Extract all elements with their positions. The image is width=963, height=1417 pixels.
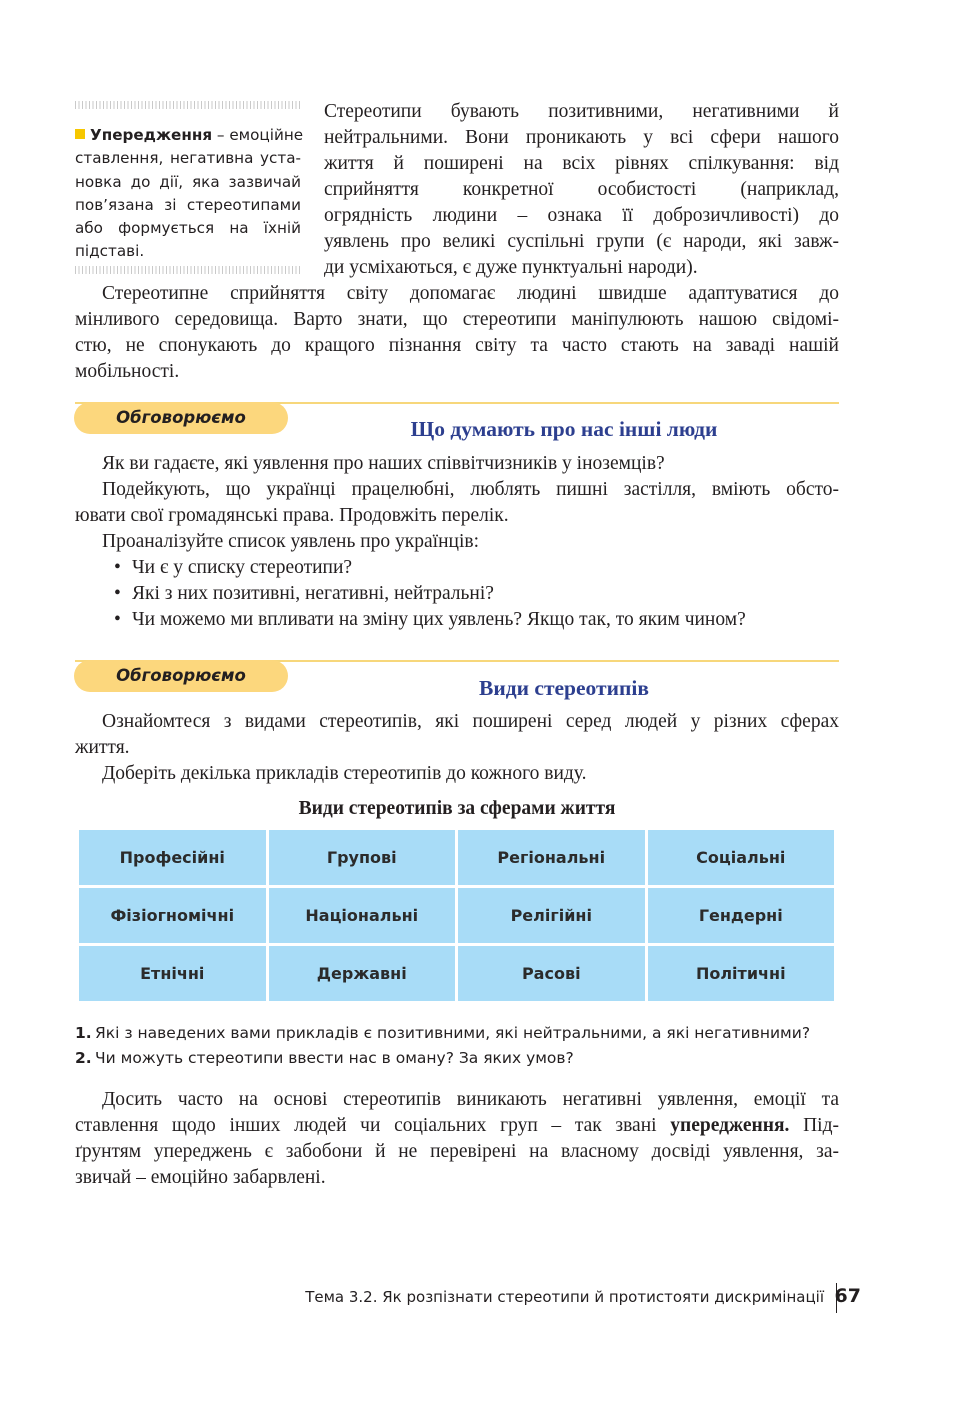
stereotype-perception-paragraph: Стереотипне сприйняття світу допомагає людині швидше адаптуватися до мінливого середовища. Варто знати, що стереотипи маніпулюють нашою свідомі- стю, не спонукають до кращого пізнання світу та часто стають на заваді нашій мобільності.: [75, 283, 839, 382]
yellow-square-icon: [75, 129, 85, 139]
definition-sidebar: Упередження – емоційне ставлення, негативна уста- новка до дії, яка зазвичай пов’язана зі стереотипами або формується на їхній підставі.: [75, 126, 304, 261]
table-cell: Групові: [269, 830, 456, 885]
table-cell: Гендерні: [648, 888, 835, 943]
intro-paragraph: Стереотипи бувають позитивними, негативними й нейтральними. Вони проникають у всі сфери нашого життя й поширені на всіх рівнях спілкування: від сприйняття конкретної особистості (наприклад, огрядність людини – ознака її доброзичливості) до уявлень про великі суспільні групи (є народи, які завж- ди усміхаються, є дуже пунктуальні народи).: [324, 101, 839, 278]
table-cell: Державні: [269, 946, 456, 1001]
list-item: 1. Які з наведених вами прикладів є позитивними, які нейтральними, а які негативними?: [75, 1024, 811, 1042]
table-cell: Політичні: [648, 946, 835, 1001]
footer-topic: Тема 3.2. Як розпізнати стереотипи й протистояти дискримінації: [305, 1288, 824, 1306]
section2-text: Ознайомтеся з видами стереотипів, які поширені серед людей у різних сферах життя. Доберіть декілька прикладів стереотипів до кожного виду.: [75, 711, 839, 784]
table-cell: Професійні: [79, 830, 266, 885]
prejudice-paragraph: Досить часто на основі стереотипів виникають негативні уявлення, емоції та ставлення щодо інших людей чи соціальних груп – так звані упередження. Під- ґрунтям упереджень є забобони й не перевірені на власному досвіді уявлення, за- звичай – емоційно забарвлені.: [75, 1089, 840, 1188]
prejudice-term: упередження.: [670, 1115, 790, 1136]
table-cell: Фізіогномічні: [79, 888, 266, 943]
section1-text: Як ви гадаєте, які уявлення про наших співвітчизників у іноземців? Подейкують, що українці працелюбні, люблять пишні застілля, вміють обсто- ювати свої громадянські права. Продовжіть перелік. Проаналізуйте список уявлень про українців:: [75, 453, 839, 552]
table-cell: Соціальні: [648, 830, 835, 885]
list-item: 2. Чи можуть стереотипи ввести нас в оману? За яких умов?: [75, 1049, 574, 1067]
definition-term: Упередження: [90, 126, 213, 144]
list-item: • Чи можемо ми впливати на зміну цих уявлень? Якщо так, то яким чином?: [112, 607, 746, 633]
list-item: • Які з них позитивні, негативні, нейтральні?: [112, 581, 746, 607]
table-row: [79, 946, 834, 1001]
table-cell: Етнічні: [79, 946, 266, 1001]
list-item: • Чи є у списку стереотипи?: [112, 555, 746, 581]
questions-list: [75, 1021, 855, 1071]
section1-title: Що думають про нас інші люди: [410, 417, 718, 441]
section2-title: Види стереотипів: [479, 676, 649, 700]
table-row: [79, 888, 834, 943]
table-cell: Національні: [269, 888, 456, 943]
table-cell: Расові: [458, 946, 645, 1001]
section1-bullet-list: [112, 555, 746, 633]
sidebar-bottom-rule: [75, 266, 301, 274]
sidebar-top-rule: [75, 101, 301, 109]
stereotype-types-table: [76, 827, 837, 1004]
page-footer: [300, 1283, 861, 1313]
table-cell: Релігійні: [458, 888, 645, 943]
section2-badge: Обговорюємо: [74, 660, 288, 692]
table-cell: Регіональні: [458, 830, 645, 885]
table-caption: Види стереотипів за сферами життя: [298, 798, 616, 819]
section1-badge: Обговорюємо: [74, 402, 288, 434]
table-row: [79, 830, 834, 885]
page-number: 67: [834, 1285, 861, 1307]
